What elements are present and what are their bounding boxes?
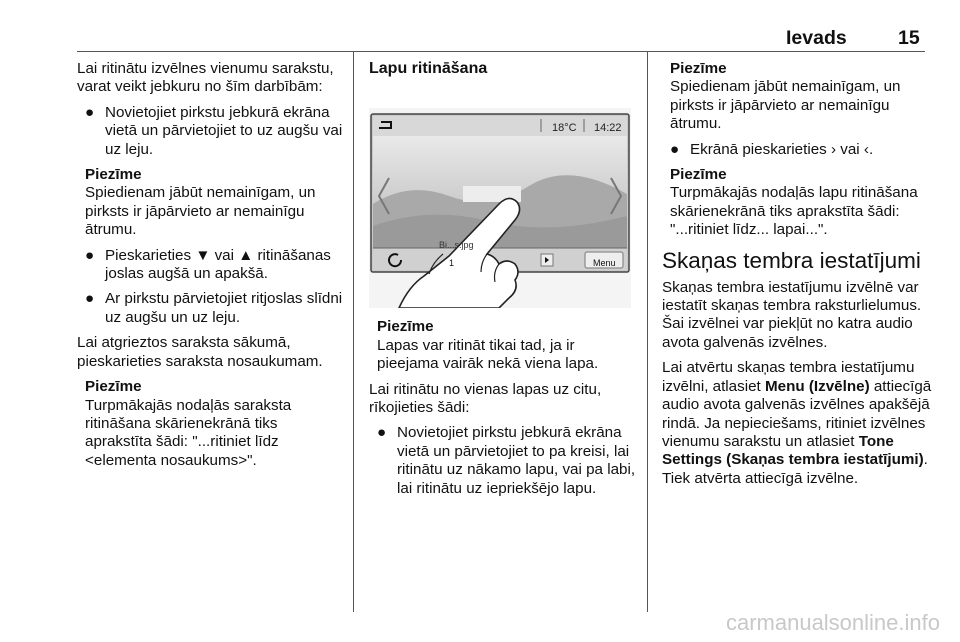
text-run: Lai atvērtu skaņas tembra iestatījumu izvēlni, atlasiet [662,359,915,395]
bullet-icon: ● [85,290,95,308]
paragraph: Lai atgrieztos saraksta sākumā, pieskarieties saraksta nosaukumam. [77,334,323,370]
list-item-text: Novietojiet pirkstu jebkurā ekrāna vietā un pārvietojiet to pa kreisi, lai ritinātu uz nākamo lapu, vai pa labi, lai ritinātu uz iepriekšējo lapu. [397,424,636,497]
list-item [662,141,932,159]
list-item-text: Ekrānā pieskarieties › vai ‹. [690,140,874,158]
note-title: Piezīme [85,166,142,184]
touchscreen-figure [369,86,631,308]
touchscreen-illustration [369,86,631,308]
note [670,166,932,240]
clock-label: 14:22 [594,122,622,135]
list-item [369,424,637,498]
header-divider [77,51,925,52]
temperature-label: 18°C [552,122,577,135]
column-1 [77,60,347,477]
filename-label: Bi...s.jpg [439,240,474,251]
section-heading: Skaņas tembra iestatījumi [662,247,921,273]
column-2 [369,60,637,505]
bullet-icon: ● [85,103,95,121]
note-text: Lapas var ritināt tikai tad, ja ir pieejama vairāk nekā viena lapa. [377,336,599,373]
page-header [0,0,960,52]
note-title: Piezīme [377,318,434,336]
note-text: Spiedienam jābūt nemainīgam, un pirksts ir jāpārvieto ar nemainīgu ātrumu. [670,78,901,133]
intro-paragraph: Lai ritinātu izvēlnes vienumu sarakstu, varat veikt jebkuru no šīm darbībām: [77,60,334,96]
bullet-icon: ● [377,424,387,442]
menu-term: Menu (Izvēlne) [764,377,870,395]
note [670,60,932,134]
list-item [77,104,347,159]
section-title: Ievads [786,27,847,49]
paragraph: Lai ritinātu no vienas lapas uz citu, rīkojieties šādi: [369,380,602,417]
column-3 [662,60,932,495]
note [85,166,347,240]
menu-button-label: Menu [593,258,616,269]
list-item [77,247,347,284]
watermark: carmanualsonline.info [725,610,940,635]
note-text: Turpmākajās nodaļās lapu ritināšana skārienekrānā tiks aprakstīta šādi: "...ritiniet līdz... lapai...". [670,184,918,239]
note [85,378,347,470]
list-item-text: Novietojiet pirkstu jebkurā ekrāna vietā un pārvietojiet to uz augšu vai uz leju. [105,103,343,158]
bullet-icon: ● [85,246,95,264]
bullet-icon: ● [670,140,680,158]
tone-settings-term: Tone Settings (Skaņas tembra iestatījumi) [662,432,924,469]
column-divider [647,52,648,612]
list-item [77,290,347,327]
paragraph: Skaņas tembra iestatījumu izvēlnē var iestatīt skaņas tembra raksturlielumus. Šai izvēlnei var piekļūt no katra audio avota galvenās izvēlnes. [662,278,922,351]
list-item-text: Pieskarieties ▼ vai ▲ ritināšanas joslas augšā un apakšā. [105,246,331,283]
page-indicator: 1 [449,258,455,269]
note-title: Piezīme [670,60,727,77]
list-item-text: Ar pirkstu pārvietojiet ritjoslas slīdni uz augšu un uz leju. [105,290,343,326]
text-run: attiecīgā audio avota galvenās izvēlnes apakšējā rindā. Ja nepieciešams, ritiniet izvēlnes vienumu sarakstu un atlasiet [662,377,932,450]
column-divider [353,52,354,612]
note-title: Piezīme [85,378,142,396]
paragraph [662,359,932,488]
note [377,318,637,373]
page-number: 15 [898,27,920,49]
section-heading: Lapu ritināšana [369,60,488,77]
note-title: Piezīme [670,166,727,184]
text-run: . Tiek atvērta attiecīgā izvēlne. [662,451,928,487]
note-text: Spiedienam jābūt nemainīgam, un pirksts ir jāpārvieto ar nemainīgu ātrumu. [85,184,316,239]
note-text: Turpmākajās nodaļās saraksta ritināšana skārienekrānā tiks aprakstīta šādi: "...ritiniet līdz <elementa nosaukums>". [85,396,292,469]
